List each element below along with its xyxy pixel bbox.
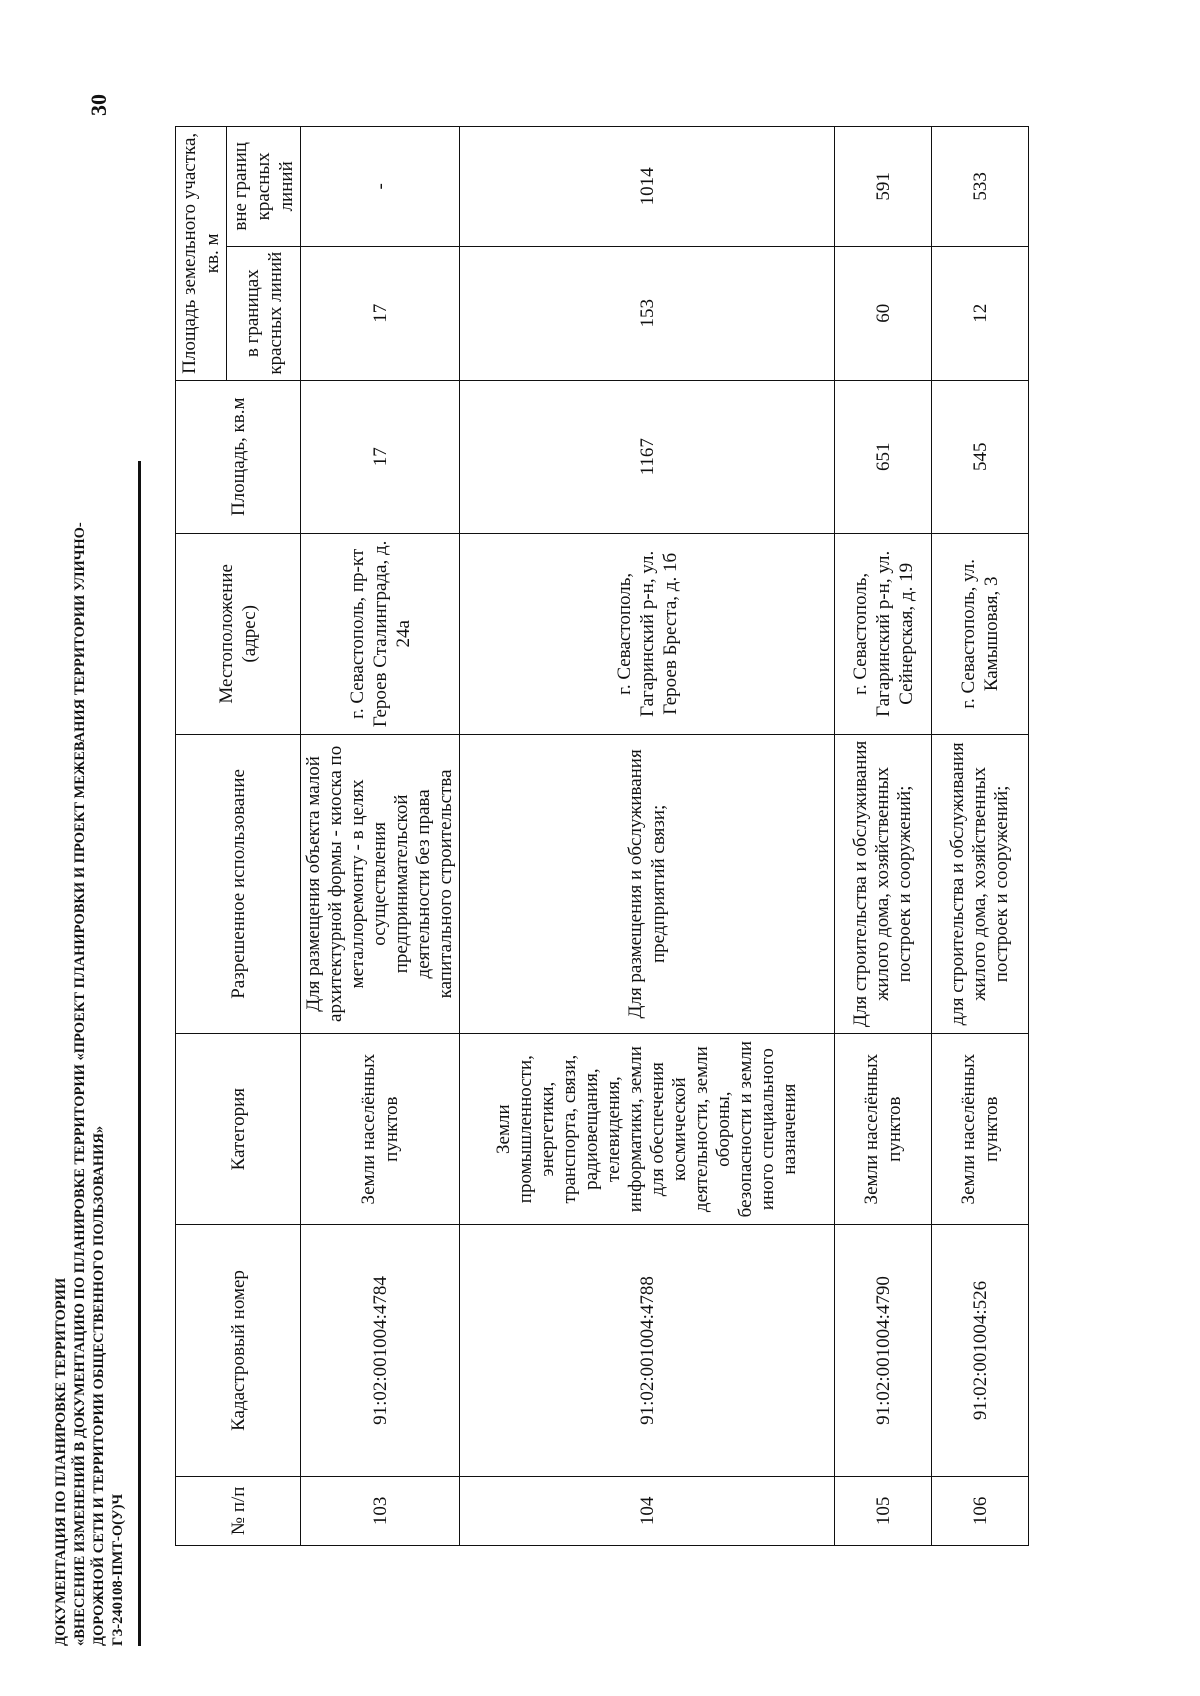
cell-outside: 533 bbox=[932, 127, 1029, 247]
header-area: Площадь, кв.м bbox=[176, 380, 301, 533]
cell-category: Земли промышленности, энергетики, транспорта, связи, радиовещания, телевидения, информатики, земли для обеспечения космической деятельности, земли обороны, безопасности и земли иного специального назначения bbox=[460, 1033, 835, 1224]
header-outside: вне границ красных линий bbox=[227, 127, 301, 247]
cell-num: 103 bbox=[301, 1476, 460, 1545]
cell-location: г. Севастополь, Гагаринский р-н, ул. Сейнерская, д. 19 bbox=[835, 533, 932, 734]
cell-num: 105 bbox=[835, 1476, 932, 1545]
cell-cadastral: 91:02:001004:4788 bbox=[460, 1225, 835, 1476]
cell-inside: 12 bbox=[932, 246, 1029, 380]
cell-cadastral: 91:02:001004:526 bbox=[932, 1225, 1029, 1476]
header-use: Разрешенное использование bbox=[176, 734, 301, 1033]
cell-area: 545 bbox=[932, 380, 1029, 533]
page-number: 30 bbox=[86, 94, 111, 116]
cell-inside: 153 bbox=[460, 246, 835, 380]
cell-num: 106 bbox=[932, 1476, 1029, 1545]
header-location: Местоположение (адрес) bbox=[176, 533, 301, 734]
header-plot-area: Площадь земельного участка, кв. м bbox=[176, 127, 227, 381]
cell-category: Земли населённых пунктов bbox=[932, 1033, 1029, 1224]
cell-use: для строительства и обслуживания жилого дома, хозяйственных построек и сооружений; bbox=[932, 734, 1029, 1033]
table-row bbox=[932, 127, 1029, 1546]
cell-outside: - bbox=[301, 127, 460, 247]
header-line-4: ГЗ-240108-ПМТ-О(У)Ч bbox=[110, 1493, 126, 1646]
header-line-1: ДОКУМЕНТАЦИЯ ПО ПЛАНИРОВКЕ ТЕРРИТОРИИ bbox=[53, 1277, 69, 1646]
cell-num: 104 bbox=[460, 1476, 835, 1545]
header-category: Категория bbox=[176, 1033, 301, 1224]
cell-cadastral: 91:02:001004:4790 bbox=[835, 1225, 932, 1476]
cell-outside: 1014 bbox=[460, 127, 835, 247]
header-line-2: «ВНЕСЕНИЕ ИЗМЕНЕНИЙ В ДОКУМЕНТАЦИЮ ПО ПЛАНИРОВКЕ ТЕРРИТОРИИ «ПРОЕКТ ПЛАНИРОВКИ И ПРОЕКТ МЕЖЕВАНИЯ ТЕРРИТОРИИ УЛИЧНО- bbox=[72, 522, 88, 1646]
cell-outside: 591 bbox=[835, 127, 932, 247]
cell-inside: 60 bbox=[835, 246, 932, 380]
table-row bbox=[460, 127, 835, 1546]
cell-location: г. Севастополь, пр-кт Героев Сталинграда, д. 24а bbox=[301, 533, 460, 734]
cell-area: 651 bbox=[835, 380, 932, 533]
header-cadastral: Кадастровый номер bbox=[176, 1225, 301, 1476]
cell-area: 1167 bbox=[460, 380, 835, 533]
cell-category: Земли населённых пунктов bbox=[835, 1033, 932, 1224]
cell-inside: 17 bbox=[301, 246, 460, 380]
header-num: № п/п bbox=[176, 1476, 301, 1545]
cell-use: Для размещения и обслуживания предприятий связи; bbox=[460, 734, 835, 1033]
cell-location: г. Севастополь, Гагаринский р-н, ул. Героев Бреста, д. 1б bbox=[460, 533, 835, 734]
cell-use: Для строительства и обслуживания жилого дома, хозяйственных построек и сооружений; bbox=[835, 734, 932, 1033]
table-header-row bbox=[176, 127, 227, 1546]
table-row bbox=[835, 127, 932, 1546]
cell-area: 17 bbox=[301, 380, 460, 533]
header-divider bbox=[138, 461, 141, 1646]
cell-location: г. Севастополь, ул. Камышовая, 3 bbox=[932, 533, 1029, 734]
land-plots-table bbox=[175, 126, 1029, 1546]
table-row bbox=[301, 127, 460, 1546]
header-inside: в границах красных линий bbox=[227, 246, 301, 380]
cell-use: Для размещения объекта малой архитектурной формы - киоска по металлоремонту - в целях осуществления предпринимательской деятельности без права капитального строительства bbox=[301, 734, 460, 1033]
cell-cadastral: 91:02:001004:4784 bbox=[301, 1225, 460, 1476]
document-header bbox=[52, 246, 128, 1646]
header-line-3: ДОРОЖНОЙ СЕТИ И ТЕРРИТОРИИ ОБЩЕСТВЕННОГО ПОЛЬЗОВАНИЯ» bbox=[91, 1125, 107, 1646]
cell-category: Земли населённых пунктов bbox=[301, 1033, 460, 1224]
